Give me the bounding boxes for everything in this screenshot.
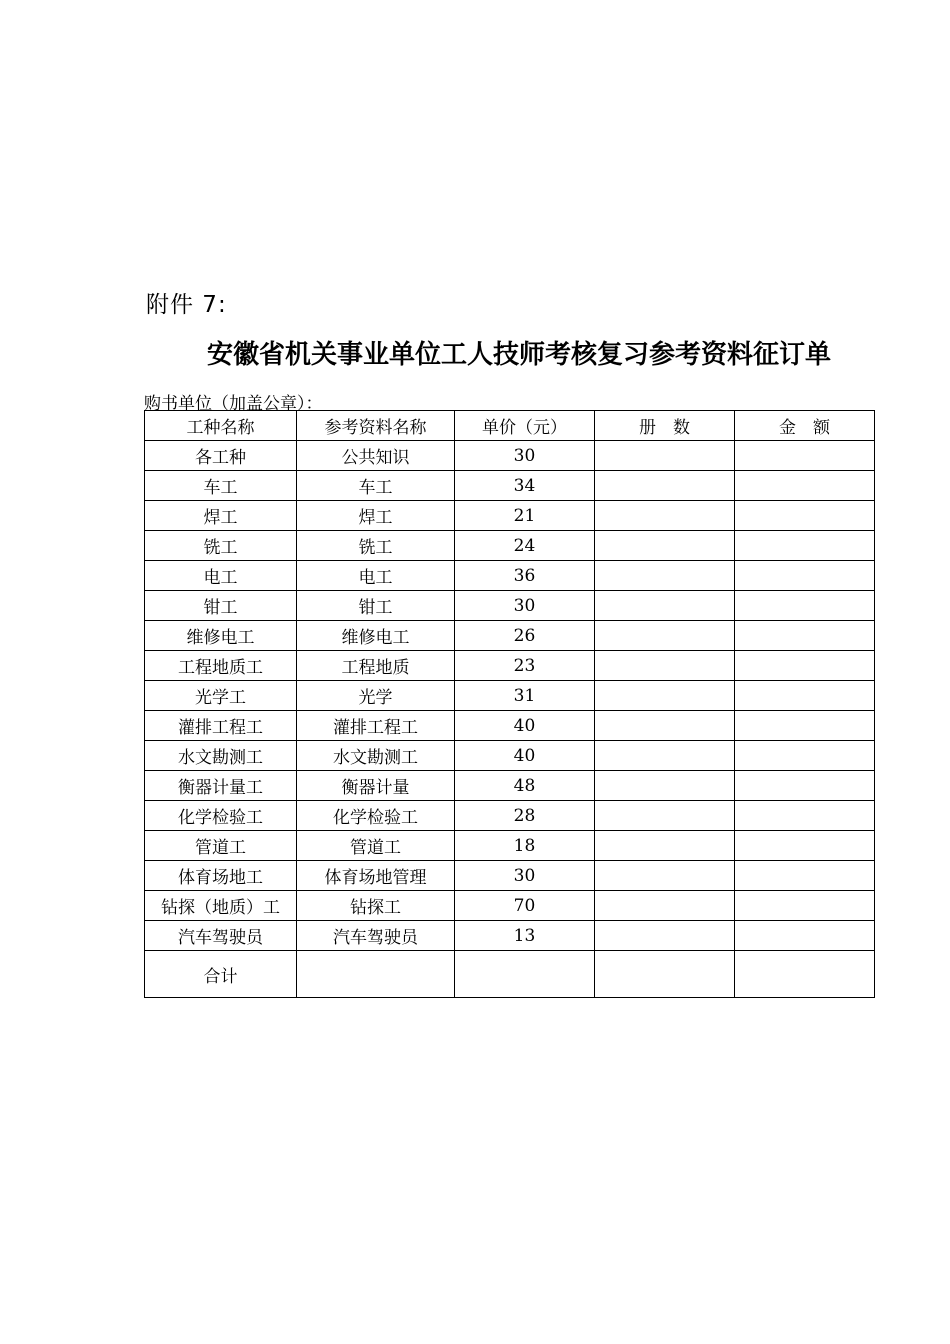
trade-cell: 维修电工 (145, 621, 297, 651)
total-material-cell (297, 951, 455, 998)
header-amount: 金 额 (735, 411, 875, 441)
trade-cell: 电工 (145, 561, 297, 591)
amount-cell[interactable] (735, 891, 875, 921)
amount-cell[interactable] (735, 501, 875, 531)
table-row (145, 501, 875, 531)
trade-cell: 灌排工程工 (145, 711, 297, 741)
copies-cell[interactable] (595, 681, 735, 711)
trade-cell: 化学检验工 (145, 801, 297, 831)
price-cell: 30 (455, 861, 595, 891)
amount-cell[interactable] (735, 861, 875, 891)
trade-cell: 水文勘测工 (145, 741, 297, 771)
trade-cell: 工程地质工 (145, 651, 297, 681)
header-trade: 工种名称 (145, 411, 297, 441)
amount-cell[interactable] (735, 831, 875, 861)
amount-cell[interactable] (735, 561, 875, 591)
table-row (145, 891, 875, 921)
amount-cell[interactable] (735, 771, 875, 801)
price-cell: 36 (455, 561, 595, 591)
buyer-unit-label: 购书单位（加盖公章）： (144, 394, 323, 414)
price-cell: 30 (455, 591, 595, 621)
trade-cell: 铣工 (145, 531, 297, 561)
amount-cell[interactable] (735, 591, 875, 621)
amount-cell[interactable] (735, 651, 875, 681)
total-label: 合计 (145, 951, 297, 998)
material-cell: 光学 (297, 681, 455, 711)
copies-cell[interactable] (595, 621, 735, 651)
price-cell: 18 (455, 831, 595, 861)
trade-cell: 汽车驾驶员 (145, 921, 297, 951)
header-material: 参考资料名称 (297, 411, 455, 441)
price-cell: 48 (455, 771, 595, 801)
table-row (145, 651, 875, 681)
trade-cell: 光学工 (145, 681, 297, 711)
trade-cell: 衡器计量工 (145, 771, 297, 801)
copies-cell[interactable] (595, 651, 735, 681)
copies-cell[interactable] (595, 711, 735, 741)
amount-cell[interactable] (735, 471, 875, 501)
table-row (145, 471, 875, 501)
price-cell: 40 (455, 711, 595, 741)
copies-cell[interactable] (595, 741, 735, 771)
document-title: 安徽省机关事业单位工人技师考核复习参考资料征订单 (206, 340, 831, 370)
material-cell: 钳工 (297, 591, 455, 621)
price-cell: 31 (455, 681, 595, 711)
trade-cell: 钳工 (145, 591, 297, 621)
material-cell: 钻探工 (297, 891, 455, 921)
table-row (145, 771, 875, 801)
material-cell: 化学检验工 (297, 801, 455, 831)
amount-cell[interactable] (735, 741, 875, 771)
table-row (145, 561, 875, 591)
trade-cell: 车工 (145, 471, 297, 501)
copies-cell[interactable] (595, 441, 735, 471)
table-row (145, 711, 875, 741)
trade-cell: 钻探（地质）工 (145, 891, 297, 921)
price-cell: 70 (455, 891, 595, 921)
copies-cell[interactable] (595, 771, 735, 801)
trade-cell: 各工种 (145, 441, 297, 471)
copies-cell[interactable] (595, 891, 735, 921)
amount-cell[interactable] (735, 621, 875, 651)
price-cell: 24 (455, 531, 595, 561)
material-cell: 衡器计量 (297, 771, 455, 801)
copies-cell[interactable] (595, 501, 735, 531)
copies-cell[interactable] (595, 591, 735, 621)
price-cell: 26 (455, 621, 595, 651)
table-row (145, 861, 875, 891)
header-copies: 册 数 (595, 411, 735, 441)
copies-cell[interactable] (595, 831, 735, 861)
attachment-label: 附件 7: (146, 292, 227, 318)
material-cell: 管道工 (297, 831, 455, 861)
table-row (145, 741, 875, 771)
material-cell: 电工 (297, 561, 455, 591)
price-cell: 13 (455, 921, 595, 951)
material-cell: 体育场地管理 (297, 861, 455, 891)
table-header-row (145, 411, 875, 441)
price-cell: 30 (455, 441, 595, 471)
trade-cell: 体育场地工 (145, 861, 297, 891)
copies-cell[interactable] (595, 561, 735, 591)
material-cell: 汽车驾驶员 (297, 921, 455, 951)
table-row (145, 591, 875, 621)
material-cell: 工程地质 (297, 651, 455, 681)
amount-cell[interactable] (735, 801, 875, 831)
trade-cell: 管道工 (145, 831, 297, 861)
copies-cell[interactable] (595, 921, 735, 951)
material-cell: 维修电工 (297, 621, 455, 651)
order-table (144, 410, 875, 998)
material-cell: 铣工 (297, 531, 455, 561)
copies-cell[interactable] (595, 531, 735, 561)
header-price: 单价（元） (455, 411, 595, 441)
price-cell: 40 (455, 741, 595, 771)
total-price-cell (455, 951, 595, 998)
copies-cell[interactable] (595, 861, 735, 891)
material-cell: 灌排工程工 (297, 711, 455, 741)
material-cell: 水文勘测工 (297, 741, 455, 771)
table-row (145, 531, 875, 561)
amount-cell[interactable] (735, 921, 875, 951)
table-row (145, 801, 875, 831)
total-row (145, 951, 875, 998)
material-cell: 车工 (297, 471, 455, 501)
table-row (145, 831, 875, 861)
total-copies-cell[interactable] (595, 951, 735, 998)
amount-cell[interactable] (735, 441, 875, 471)
material-cell: 焊工 (297, 501, 455, 531)
price-cell: 23 (455, 651, 595, 681)
table-row (145, 681, 875, 711)
copies-cell[interactable] (595, 801, 735, 831)
copies-cell[interactable] (595, 471, 735, 501)
table-row (145, 621, 875, 651)
table-row (145, 441, 875, 471)
amount-cell[interactable] (735, 681, 875, 711)
trade-cell: 焊工 (145, 501, 297, 531)
price-cell: 34 (455, 471, 595, 501)
material-cell: 公共知识 (297, 441, 455, 471)
total-amount-cell[interactable] (735, 951, 875, 998)
price-cell: 28 (455, 801, 595, 831)
table-row (145, 921, 875, 951)
amount-cell[interactable] (735, 531, 875, 561)
price-cell: 21 (455, 501, 595, 531)
amount-cell[interactable] (735, 711, 875, 741)
